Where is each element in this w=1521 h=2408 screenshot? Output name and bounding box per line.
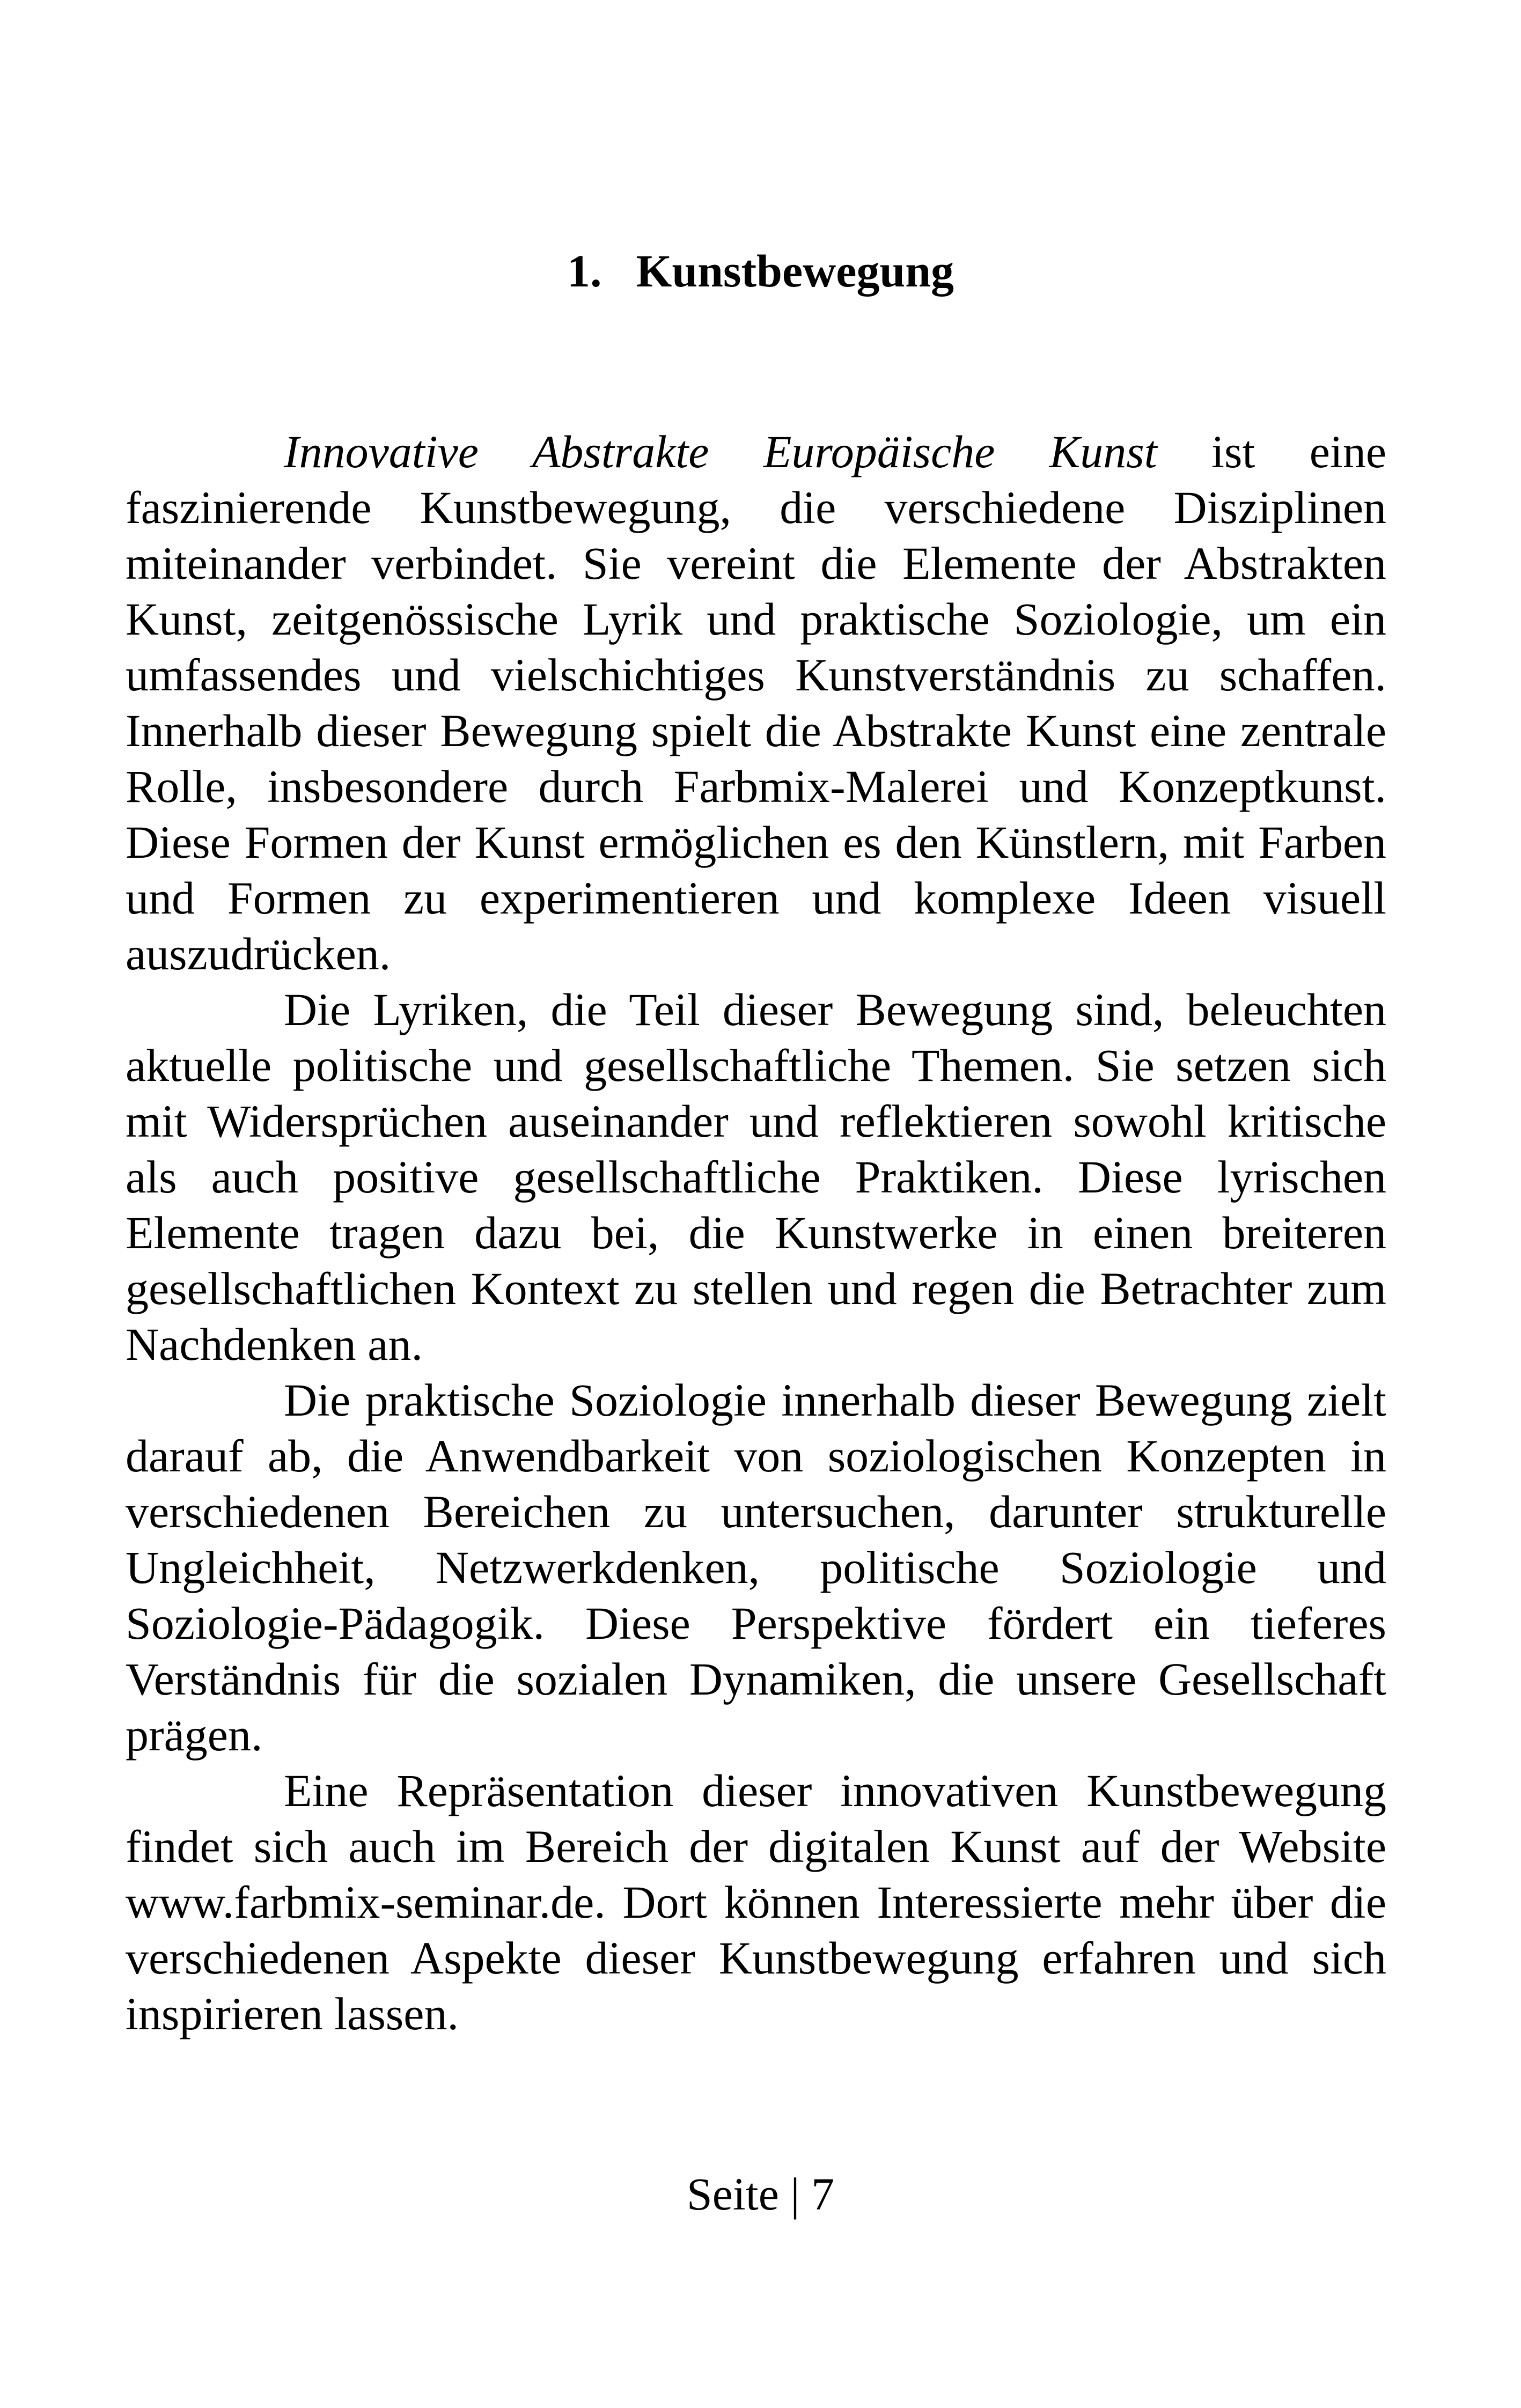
paragraph-2: Die Lyriken, die Teil dieser Bewegung sind, beleuchten aktuelle politische und gesellschaftliche Themen. Sie setzen sich mit Widersprüchen auseinander und reflektieren sowohl kritische als auch positive gesellschaftliche Praktiken. Diese lyrischen Elemente tragen dazu bei, die Kunstwerke in einen breiteren gesellschaftlichen Kontext zu stellen und regen die Betrachter zum Nachdenken an. — [126, 984, 1386, 1370]
page-number-footer: Seite | 7 — [686, 2168, 835, 2220]
paragraph-1-text: ist eine faszinierende Kunstbewegung, die verschiedene Disziplinen miteinander verbindet. Sie vereint die Elemente der Abstrakten Kunst, zeitgenössische Lyrik und praktische Soziologie, um ein umfassendes und vielschichtiges Kunstverständnis zu schaffen. Innerhalb dieser Bewegung spielt die Abstrakte Kunst eine zentrale Rolle, insbesondere durch Farbmix-Malerei und Konzeptkunst. Diese Formen der Kunst ermöglichen es den Künstlern, mit Farben und Formen zu experimentieren und komplexe Ideen visuell auszudrücken. — [126, 426, 1386, 980]
body-text — [126, 424, 1386, 2042]
paragraph-3: Die praktische Soziologie innerhalb dieser Bewegung zielt darauf ab, die Anwendbarkeit von soziologischen Konzepten in verschiedenen Bereichen zu untersuchen, darunter strukturelle Ungleichheit, Netzwerkdenken, politische Soziologie und Soziologie-Pädagogik. Diese Perspektive fördert ein tieferes Verständnis für die sozialen Dynamiken, die unsere Gesellschaft prägen. — [126, 1374, 1386, 1761]
section-heading — [0, 244, 1521, 298]
section-number: 1. — [567, 245, 602, 297]
section-title: Kunstbewegung — [636, 245, 954, 297]
paragraph-1-italic-lead: Innovative Abstrakte Europäische Kunst — [284, 426, 1157, 477]
paragraph-4: Eine Repräsentation dieser innovativen Kunstbewegung findet sich auch im Bereich der digitalen Kunst auf der Website www.farbmix-seminar.de. Dort können Interessierte mehr über die verschiedenen Aspekte dieser Kunstbewegung erfahren und sich inspirieren lassen. — [126, 1765, 1386, 2039]
paragraph-1 — [126, 424, 1386, 982]
